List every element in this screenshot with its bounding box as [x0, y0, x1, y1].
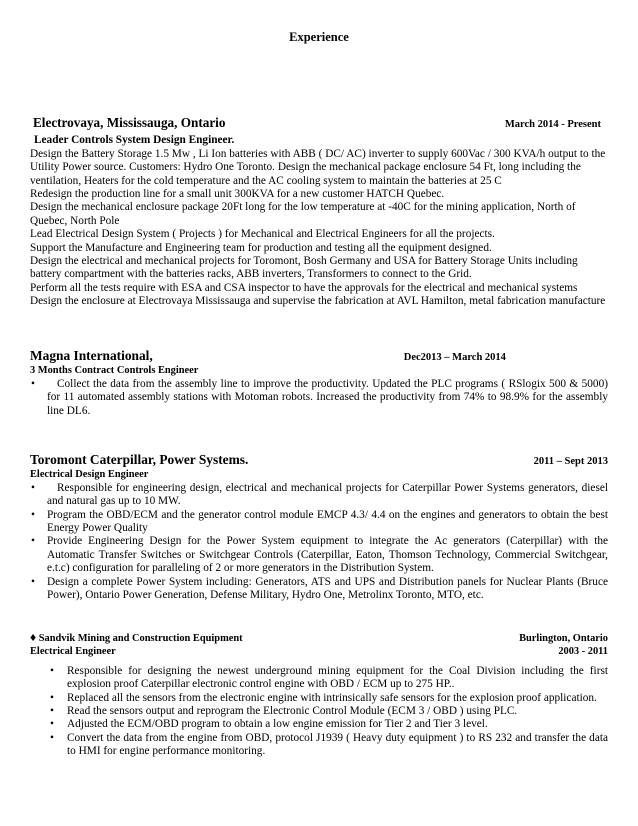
company-name: Sandvik Mining and Construction Equipment — [38, 633, 243, 644]
list-item: • Design a complete Power System including: Generators, ATS and UPS and Distribution panels for Nuclear Plants (Bruce Power), Ontario Power Generation, Defense Military, Hydro One, Metrolinx Toronto, MTO, etc. — [31, 575, 608, 602]
diamond-icon: ♦ — [30, 630, 37, 644]
company-name: Electrovaya, Mississauga, Ontario — [33, 115, 226, 130]
job-bullets — [30, 665, 608, 759]
job-sandvik — [30, 631, 608, 759]
job-dates: 2011 – Sept 2013 — [533, 456, 608, 467]
job-dates: Dec2013 – March 2014 — [403, 352, 506, 363]
job-dates: 2003 - 2011 — [558, 646, 608, 658]
job-title: Electrical Engineer — [30, 646, 116, 658]
job-line: Design the mechanical enclosure package 20Ft long for the low temperature at -40C for the mining application, North of Quebec, North Pole — [30, 201, 576, 227]
job-magna — [30, 349, 608, 418]
section-heading: Experience — [289, 30, 349, 44]
job-dates: March 2014 - Present — [504, 119, 601, 130]
bullet-icon: • — [31, 575, 35, 588]
list-item: • Replaced all the sensors from the electronic engine with intrinsically safe sensors for the explosion proof application. — [50, 691, 597, 704]
list-item: • Provide Engineering Design for the Power System equipment to integrate the Ac generators (Caterpillar) with the Automatic Transfer Switches or Switchgear Controls (Caterpillar, Eaton, Thomson Technology, Commercial Switchgear, e.t.c) configuration for paralleling of 2 or more generators in the Distribution System. — [31, 535, 608, 575]
list-item: • Program the OBD/ECM and the generator control module EMCP 4.3/ 4.4 on the engines and generators to obtain the best Energy Power Quality — [31, 508, 608, 535]
bullet-icon: • — [31, 481, 35, 494]
list-item: • Convert the data from the engine from OBD, protocol J1939 ( Heavy duty equipment ) to RS 232 and transfer the data to HMI for engine performance monitoring. — [50, 731, 608, 758]
job-title: Electrical Design Engineer — [30, 469, 149, 481]
company-name: Magna International, — [30, 348, 153, 363]
bullet-icon: • — [50, 705, 54, 718]
bullet-icon: • — [31, 535, 35, 548]
job-location: Burlington, Ontario — [519, 633, 608, 644]
job-title: 3 Months Contract Controls Engineer — [30, 365, 199, 377]
job-line: Support the Manufacture and Engineering team for production and testing all the equipment designed. — [30, 241, 492, 254]
job-line: Design the electrical and mechanical projects for Toromont, Bosh Germany and USA for Battery Storage Units including battery compartment with the batteries racks, ABB inverters, Transformers to connect to the Grid. — [30, 255, 578, 281]
list-item: • Collect the data from the assembly line to improve the productivity. Updated the PLC programs ( RSlogix 500 & 5000) for 11 automated assembly stations with Motoman robots. Increased the productivity from 74% to 98.9% for the assembly line DL6. — [31, 377, 608, 417]
bullet-icon: • — [50, 718, 54, 731]
list-item: • Adjusted the ECM/OBD program to obtain a low engine emission for Tier 2 and Tier 3 level. — [50, 718, 488, 731]
job-toromont — [30, 453, 608, 602]
bullet-icon: • — [50, 664, 54, 677]
job-line: Design the Battery Storage 1.5 Mw , Li Ion batteries with ABB ( DC/ AC) inverter to supply 600Vac / 300 KVA/h output to the Utility Power source. Customers: Hydro One Toronto. Design the mechanical package enclosure 54 Ft, long including the ventilation, Heaters for the cold temperature and the AC cooling system to maintain the batteries at 25 C — [30, 147, 606, 187]
job-line: Lead Electrical Design System ( Projects ) for Mechanical and Electrical Engineers for all the projects. — [30, 228, 495, 241]
bullet-icon: • — [31, 377, 35, 390]
list-item: • Responsible for engineering design, electrical and mechanical projects for Caterpillar Power Systems generators, diesel and natural gas up to 10 MW. — [31, 481, 608, 508]
list-item: • Read the sensors output and reprogram the Electronic Control Module (ECM 3 / OBD ) using PLC. — [50, 705, 518, 718]
job-bullets — [30, 482, 608, 603]
job-title: Leader Controls System Design Engineer. — [34, 134, 235, 147]
company-name: Toromont Caterpillar, Power Systems. — [30, 452, 249, 467]
bullet-icon: • — [50, 691, 54, 704]
bullet-icon: • — [31, 508, 35, 521]
job-electrovaya — [30, 116, 608, 309]
job-bullets — [30, 378, 608, 418]
company-line — [30, 631, 243, 645]
job-line: Redesign the production line for a small unit 300KVA for a new customer HATCH Quebec. — [30, 188, 445, 201]
list-item: • Responsible for designing the newest underground mining equipment for the Coal Division including the first explosion proof Caterpillar electronic control engine with OBD / ECM up to 275 HP.. — [50, 664, 608, 691]
job-line: Perform all the tests require with ESA and CSA inspector to have the approvals for the electrical and mechanical systems Design the enclosure at Electrovaya Mississauga and supervise the fabrication at AVL Hamilton, metal fabrication manufacture — [30, 281, 606, 308]
bullet-icon: • — [50, 731, 54, 744]
